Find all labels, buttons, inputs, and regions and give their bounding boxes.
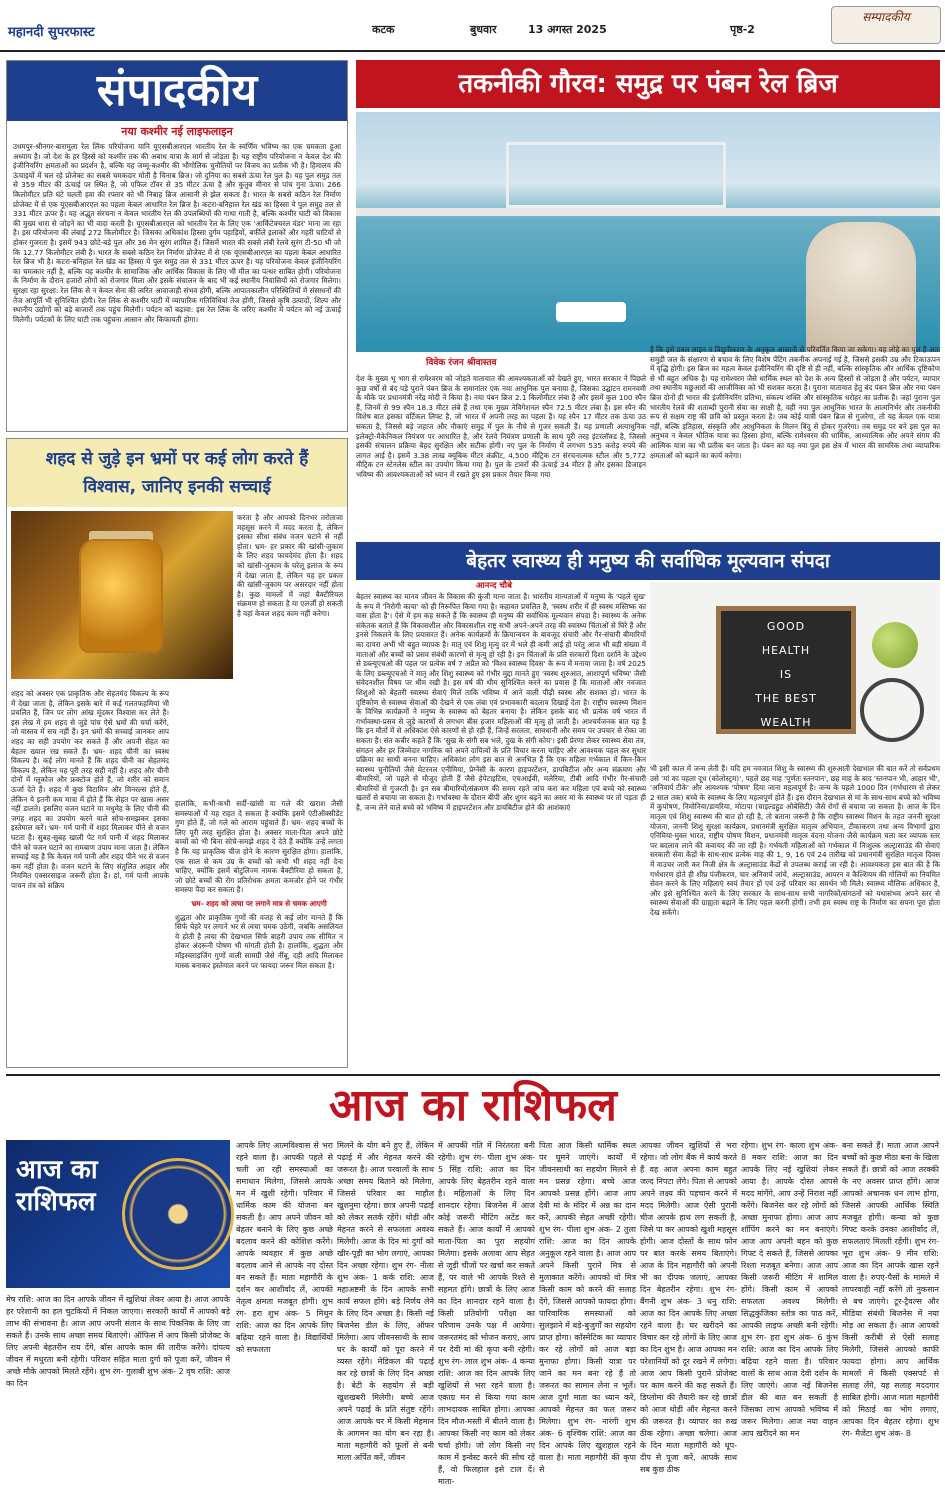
stethoscope-icon — [860, 678, 924, 742]
rashifal-column-4: में आपकी गति में निरंतरता बनी रहेगी। शुभ रंग- पीला शुभ अंक- 5 सिंह राशि: आज का दिन आपके लिए बेहतरीन रहने वाला है। महिलाओं के लिए दिन शानदार रहेगा। बिजनेस में आज कोई जरूरी मीटिंग अटेंड कर सकते हैं। आज कार्यों में आपको माता-पिता का पूरा सहयोग मिलेगा। इसके अलावा आप सेहत से जुड़ी चीजों पर खर्चा कर सकते हैं, पर वाले भी आपके रिश्ते से सहमत होंगे। छात्रों के लिए आज का दिन शानदार रहने वाला है। किसी प्रतियोगी परीक्षा का परिणाम उनके पक्ष में आयेगा। जरूरतमंद को भोजन कराएं, आप पर देवी मां की कृपा बनी रहेगी। शुभ रंग- लाल शुभ अंक- 4 कन्या राशि: आज का दिन आपके लिए खुशियों से भरा रहने वाला है। एकाग्र मन से किया गया काम लाभदायक साबित होगा। आपका दिन मौज-मस्ती में बीतने वाला है। आपका किसी नए काम को लेकर चर्चा होगी। जो लोग किसी नए काम में इन्वेस्ट करने की सोच रहे हैं, वो फिलहाल इसे टाल दें। माता- — [438, 1141, 535, 1486]
health-column-1: बेहतर स्वास्थ्य का मानव जीवन के विकास की कुंजी माना जाता है। भारतीय मान्यताओं में मनुष्य के 'पहले सुख' के रूप में 'निरोगी काया' को ही निरूपित किया गया है। कहावत प्रचलित है, 'स्वस्थ शरीर में ही स्वस्थ मस्तिष्क का वास होता है'। ऐसे में हम कह सकते हैं कि स्वास्थ्य ही मनुष्य की सर्वाधिक मूल्यवान संपदा है। स्वास्थ्य के अनेक संकेतक बताते हैं कि विकासशील और विकासशील राष्ट्र सभी अपने-अपने तरह की स्वास्थ्य चिंताओं से घिरे हैं और इनसे निकलने के लिए प्रयासरत हैं। अनेक कार्यक्रमों के क्रियान्वयन के बावजूद संचारी और गैर-संचारी बीमारियों का दायरा अभी भी बहुत व्यापक है। मातृ एवं शिशु मृत्यु दर में भले ही कमी आई हो परंतु आज भी बड़ी संख्या में माताओं और बच्चों को प्रसव संबंधी कारणों से मृत्यु हो रही है। इन चिंताओं के प्रति सरकारों दिशा दर्शाने के उद्देश्य से डब्ल्यूएचओ की पहल पर प्रत्येक वर्ष 7 अप्रैल को 'विश्व स्वास्थ्य दिवस' के रूप में मनाया जाता है। वर्ष 2025 के लिए डब्ल्यूएचओ ने मातृ और शिशु स्वास्थ्य को गंभीर मुद्दा मानते हुए 'स्वस्थ शुरुआत, आशापूर्ण भविष्य' जैसी संवेदनशील विषय पर थीम रखी है। इस वर्ष की थीम सुनिश्चित करने का प्रयास है कि माताओं और नवजात शिशुओं को बेहतरी स्वास्थ्य सेवाएं मिलें ताकि भविष्य में आने वाली पीढ़ी स्वस्थ और सशक्त हो। भारत के दृष्टिकोण से स्वास्थ्य सेवाओं की देखने से एक लंबा एवं प्रभावकारी बदलाव दिखाई देता है। राष्ट्रीय स्वास्थ्य मिशन के विभिन्न कार्यक्रमों ने मनुष्य के स्वास्थ्य को बेहतर बनाया है। लेकिन इसके बाद भी प्रत्येक वर्ष भारत में गर्भावस्था-प्रसव से जुड़े कारणों से लगभग बीस हजार महिलाओं की मृत्यु हो जाती है। आश्चर्यजनक बात यह है कि इन मौतों में से अधिकांश ऐसे कारणों से हो रही हैं, जिन्हें सरलता, सावधानी और समय पर उपचार से रोका जा सकता है। संत कबीर कहते हैं कि 'सुख के संगी सब भले, दुख के संगी कोय'। इसी प्रेरणा लेकर स्वास्थ्य सेवा तंत्र, संगठन और हर जिम्मेदार नागरिक को अपने दायित्वों के प्रति विचार करना चाहिए और आवश्यक पहल कर सुधार प्रक्रिया का साथी बनना चाहिए। अधिकांश लोग इस बात से अनभिज्ञ हैं कि एक महिला गर्भकाल में किन-किन स्वास्थ्य चुनौतियों जैसे मेटरनल एनीमिया, प्रेग्नेंसी के कारण हाइपरटेंशन, डायबिटीज और अन्य संक्रमण और बीमारियों, जो पहले से मौजूद होती हैं जैसे हेपेटाइटिस, एचआईवी, मलेरिया, टीबी आदि गंभीर गैर-संचारी बीमारियों से गुजरती है। इन सब बीमारियों/संक्रमण की समय रहते जांच करा कर महिला एवं बच्चे को स्वास्थ्य खतरों से बचाया जा सकता है। गर्भावस्था के दौरान बीपी और शुगर बढ़ने का असर मां के स्वास्थ्य पर तो पड़ता ही है, जन्म लेने वाले बच्चे को भविष्य में हाइपरटेंशन और डायबिटीज होने की आशंकाएं — [356, 592, 646, 813]
pamban-column-2: है कि इसे डबल लाइन व विद्युतीकरण के अनुकूल आसानी से परिवर्तित किया जा सकेगा। यह लोहे का पुल है अतः समुद्री जल के संक्षारण से बचाव के लिए विशेष पेंटिंग तकनीक अपनाई गई है, जिससे इसकी उम्र और टिकाऊपन में वृद्धि होगी। इस ब्रिज का महत्व केवल इंजीनियरिंग की दृष्टि से ही नहीं, बल्कि सांस्कृतिक और आर्थिक दृष्टिकोण से भी बहुत अधिक है। यह रामेश्वरम जैसे धार्मिक स्थल को देश के अन्य हिस्सों से जोड़ता है और पर्यटन, व्यापार तथा स्थानीय मछुआरों की आजीविका को भी सशक्त करता है। पुराना यातायात हेतु बंद पंबन ब्रिज और नया पंबन ब्रिज दोनों ही भारत की इंजीनियरिंग प्रतिभा, संकल्प शक्ति और सांस्कृतिक धरोहर का प्रतीक हैं। जहां पुराना पुल भारतीय रेलवे की शताब्दी पुरानी सेवा का साक्षी है, वहीं नया पुल आधुनिक भारत के आत्मनिर्भर और तकनीकी रूप से सक्षम राष्ट्र की छवि को प्रस्तुत करता है। जब कोई यात्री पंबन ब्रिज से गुजरेगा, तो यह केवल एक यात्रा नहीं, बल्कि इतिहास, संस्कृति और आधुनिकता के मिलन बिंदु से होकर गुजरेगा। तब समुद्र पर बने इस पुल का अनुभव न केवल भौतिक यात्रा का हिस्सा होगा, बल्कि रामेश्वरम की धार्मिक, आध्यात्मिक और अपने संगम की आत्मिक यात्रा का भी प्रतीक बन जाता है। पंबन का यह नया पुल इस क्षेत्र में भारत की सामरिक तथा व्यापारिक क्षमताओं को बढ़ाने का कार्य करेगा। — [650, 345, 940, 460]
honey-heading-line2: विश्वास, जानिए इनकी सच्चाई — [83, 477, 271, 497]
editorial-subheading: नया कश्मीर नई लाइफलाइन — [121, 125, 233, 138]
letter-board — [716, 606, 856, 734]
day: बुधवार — [470, 23, 497, 36]
honey-column-1: शहद को अक्सर एक प्राकृतिक और सेहतमंद विकल्प के रूप में देखा जाता है, लेकिन इसके बारे में कई गलतफहमियां भी प्रचलित हैं, जिन पर लोग आंख मूंदकर विश्वास कर लेते हैं। इस लेख में हम शहद से जुड़े पांच ऐसे भ्रमों की चर्चा करेंगे, जो वास्तव में सच नहीं हैं। इन भ्रमों की सच्चाई जानकर आप शहद का सही उपयोग कर सकते हैं और अपनी सेहत का बेहतर ख्याल रख सकते हैं। भ्रम- शहद चीनी का स्वस्थ विकल्प है। कई लोग मानते हैं कि शहद चीनी का सेहतमंद विकल्प है, लेकिन यह पूरी तरह सही नहीं है। शहद और चीनी दोनों में ग्लूकोज और फ्रक्टोज होते हैं, जो शरीर को समान ऊर्जा देते हैं। शहद में कुछ विटामिन और मिनरल्स होते हैं, लेकिन ये इतनी कम मात्रा में होते हैं कि सेहत पर खास असर नहीं डालते। इसलिए वजन घटाने या मधुमेह के लिए चीनी की जगह शहद का उपयोग करने वाले सोच-समझकर इसका इस्तेमाल करें। भ्रम- गर्म पानी में शहद मिलाकर पीने से वजन घटता है। सुबह-सुबह खाली पेट गर्म पानी में शहद मिलाकर पीने को वजन घटाने का रामबाण उपाय माना जाता है। लेकिन सच्चाई यह है कि केवल गर्म पानी और शहद पीने भर से वजन कम नहीं होता है। वजन घटाने के लिए संतुलित आहार और नियमित एक्सरसाइज जरूरी होता है। हां, गर्म पानी आपके पाचन तंत्र को सक्रिय — [11, 689, 169, 890]
honey-subhead: भ्रम- शहद को त्वचा पर लगाने मात्र से चमक आएगी — [191, 898, 327, 908]
honey-column-2 — [175, 799, 343, 1061]
health-column-2: भी इसी काल में जन्म लेती हैं। यदि हम नवजात शिशु के स्वास्थ्य की शुरुआती देखभाल की बात करें तो सर्वप्रथम उसे 'मां का पहला दूध (कोलोस्ट्रम)', पहले छह माह 'पूर्णतः स्तनपान', छह माह के बाद 'स्तनपान भी, आहार भी', 'अनिवार्य टीके' और आवश्यक 'पोषण' दिया जाना महत्वपूर्ण है। जन्म के पहले 1000 दिन (गर्भधारण से लेकर 2 साल तक) बच्चे के स्वास्थ्य के लिए महत्वपूर्ण होते हैं। इस दौरान देखभाल से मां के साथ-साथ बच्चे को भविष्य में कुपोषण, निमोनिया/डायरिया, मोटापा (चाइल्डहुड ओबेसिटी) जैसे रोगों से बचाया जा सकता है। आज के दिन मातृत्व एवं शिशु स्वास्थ्य की बात हो रही है, तो बताना जरूरी है कि राष्ट्रीय स्वास्थ्य मिशन के तहत जननी सुरक्षा योजना, जननी शिशु सुरक्षा कार्यक्रम, प्रधानमंत्री सुरक्षित मातृत्व अभियान, टीकाकरण तथा अन्य विभागों द्वारा एनिमिया-मुक्त भारत, राष्ट्रीय पोषण मिशन, प्रधानमंत्री मातृत्व वंदना योजना जैसे कार्यक्रम चला कर व्यापक स्तर पर बदलाव लाने की कवायद की जा रही है। गर्भवती महिलाओं को गर्भकाल में निःशुल्क अल्ट्रासाउंड की सेवाएं सरकारी सेवा केंद्रों के साथ-साथ प्रत्येक माह की 1, 9, 16 एवं 24 तारीख को प्रधानमंत्री सुरक्षित मातृत्व दिवस में वाउचर जारी कर निजी क्षेत्र के अल्ट्रासाउंड केंद्रों से उपलब्ध कराई जा रही है। आवश्यकता इस बात की है कि गर्भधारण होते ही शीघ्र पंजीकरण, चार अनिवार्य जांचें, अल्ट्रासाउंड, आयरन व कैल्शियम की गोलियों का नियमित सेवन करने के लिए महिलाएं स्वयं तैयार हों एवं उन्हें परिवार का समर्थन भी मिले। स्वास्थ्य मौलिक अधिकार है, और इसे सुनिश्चित करने के लिए सरकार के साथ-साथ सभी नागरिकों/संगठनों को यथासंभव अपने स्तर से स्वास्थ्य सेवाओं की ग्राह्यता बढ़ाने के लिए पहल करनी होगी। तभी हम स्वस्थ राष्ट्र के निर्माण का सपना पूरा होता देख सकेंगे। — [650, 764, 940, 917]
rashifal-column-1: मेष राशि: आज का दिन आपके जीवन में खुशियां लेकर आया है। आज आपके हर परेशानी का हल चुटकियों में निकल जाएगा। सरकारी कार्यों में आपको बड़े लाभ की संभावना है। आज आप अपनी संतान के साथ पिकनिक के लिए जा सकते हैं। उनके साथ अच्छा समय बिताएंगे। ऑफिस में आप किसी प्रोजेक्ट के लिए अपनी बेहतरीन राय देंगे, बॉस आपके काम की तारीफ करेंगे। दांपत्य जीवन में मधुरता बनी रहेगी। परिवार सहित माता दुर्गा को पूजा करें, जीवन में अच्छे मौके आपको मिलते रहेंगे। शुभ रंग- गुलाबी शुभ अंक- 2 वृष राशि: आज का दिन — [6, 1295, 230, 1388]
date: 13 अगस्त 2025 — [528, 23, 607, 36]
rashifal-column-5: पिता आज किसी धार्मिक स्थल पर घूमने जाएंगे। कार्यों में जीवनसाथी का सहयोग मिलने से मन प्रसन्न रहेगा। बच्चे आज आपको प्रसन्न होंगे। आज आप देवी मां के मंदिर में अन्न का दान करें, आपकी सेहत अच्छी रहेगी। शुभ रंग- पीला शुभ अंक- 2 तुला राशि: आज का दिन आपके अनुकूल रहने वाला है। आज आप अपने किसी पुराने मित्र से मुलाकात करेंगे। आपको वो मित्र किसी काम को करने की सलाह देंगे, जिससे आपको फायदा होगा। पारिवारिक समस्याओं को सुलझाने में बड़े-बुजुर्गों का सहयोग प्राप्त होगा। कॉस्मेटिक का व्यापार कर रहे लोगों को आज बड़ा मुनाफा होगा। किसी यात्रा पर जाने का मन बना रहे हैं तो जरूरत का सामान लेना न भूलें। आज दुर्गा माता का ध्यान करें, आपको मेहनत का फल जरूर मिलेगा। शुभ रंग- नारंगी शुभ अंक- 6 वृश्चिक राशि: आज का दिन आपके लिए खुशहाल रहने वाला है। माता महागौरी की कृपा से — [539, 1141, 636, 1474]
paper-name: महानदी सुपरफास्ट — [8, 25, 95, 40]
honey-column-2-text: हालांकि, कभी-कभी सर्दी-खांसी या गले की खराश जैसी समस्याओं में यह राहत दे सकता है क्योंकि इसमें एंटीऑक्सीडेंट गुण होते हैं, जो गले को आराम पहुंचाते हैं। भ्रम- शहद बच्चों के लिए पूरी तरह सुरक्षित होता है। अक्सर माता-पिता अपने छोटे बच्चों को भी बिना सोचे-समझे शहद दे देते हैं क्योंकि उन्हें लगता है कि यह प्राकृतिक चीज होने के कारण सुरक्षित होगा। हालांकि, एक साल से कम उम्र के बच्चों को कभी भी शहद नहीं देना चाहिए, क्योंकि इसमें बोटुलिज्म नामक बैक्टीरिया हो सकता है, जो छोटे बच्चों की रोग प्रतिरोधक क्षमता कमजोर होने पर गंभीर समस्या पैदा कर सकता है। — [175, 799, 343, 895]
board-line: IS — [779, 668, 793, 681]
masthead — [0, 0, 945, 52]
rashifal-badge — [6, 1140, 230, 1288]
health-board-photo — [650, 582, 940, 762]
board-line: HEALTH — [761, 644, 811, 657]
badge-line: आज का — [16, 1155, 98, 1185]
rashifal-column-2: आपके लिए आत्मविश्वास से भरा रहने वाला है। आपकी पहले से चली आ रही समस्याओं का समाधान मिलेगा, जिससे आपके मन में खुशी रहेगी। परिवार में धार्मिक काम की योजना बन सकती है। आप अपने जीवन को बेहतर बनाने के लिए कुछ अच्छे बदलाव करने की कोशिश करेंगे। आपके व्यवहार में कुछ अच्छे बदलाव आने से आपके नए दोस्त बन सकते हैं। माता महागौरी के दर्शन कर आशीर्वाद लें, आपकी नेतृत्व क्षमता मजबूत होगी। शुभ रंग- हरा शुभ अंक- 5 मिथुन राशि: आज का दिन आपके लिए बढ़िया रहने वाला है। विद्यार्थियों को सफलता — [236, 1141, 333, 1354]
honey-heading — [7, 439, 347, 507]
honey-column-2-tail: शुद्धता और प्राकृतिक गुणों की वजह से कई लोग मानते हैं कि सिर्फ चेहरे पर लगाने भर से त्वचा चमक उठेगी, जबकि असलियत ये होती है त्वचा की देखभाल सिर्फ बाहरी उपाय तक सीमित न होकर अंदरूनी पोषण भी मांगती होती है। हालांकि, शुद्धता और मॉइस्चराइजिंग गुणों वाली सामग्री जैसे नींबू, दही आदि मिलाकर मास्क बनाकर इस्तेमाल करने पर फायदा जरूर मिल सकता है। — [175, 912, 343, 970]
editorial-body: उधमपुर-श्रीनगर-बारामुला रेल लिंक परियोजना यानि यूएसबीआरएल भारतीय रेल के स्वर्णिम भविष्य का एक चमकता हुआ अध्याय है। जो देश के हर हिस्से को कश्मीर तक की अबाध यात्रा के मार्ग से जोड़ता है। यह राष्ट्रीय परियोजना न केवल देश की इंजीनियरिंग क्षमताओं का प्रदर्शन है, बल्कि यह जम्मू-कश्मीर की भौगोलिक चुनौतियों पर विजय का प्रतीक भी है। हिमालय की ऊंचाइयों में चल रहे प्रोजेक्ट का सबसे चमकदार मोती है चिनाब ब्रिज। जो दुनिया का सबसे ऊंचा रेल पुल है। यह पुल समुद्र तल से 359 मीटर की ऊंचाई पर स्थित है, जो एफिल टॉवर से 35 मीटर ऊंचा है और कुतुब मीनार से पांच गुना ऊंचा। 266 किलोमीटर प्रति घंटे चलती हवा की रफ्तार को भी निबाह ब्रिज आसानी से झेल सकता है। भारत के सबसे कठिन रेल निर्माण प्रोजेक्ट में से एक यूएसबीआरएल का पहला केबल आधारित रेल ब्रिज है। कटरा-बनिहाल रेल खंड का हिस्सा ये पुल समुद्र तल से 331 मीटर ऊपर है। यह अद्भुत संरचना न केवल भारतीय रेल की उपलब्धियों की गाथा गाती है, बल्कि कश्मीर घाटी को विकास की मुख्य धारा से जोड़ने का भी वादा करती है। यूएसबीआरएल को भारतीय रेल के लिए एक 'आर्किटेक्चरल वंडर' माना जा रहा है। इस परियोजना की लंबाई 272 किलोमीटर है। जिसका अधिकांश हिस्सा दुर्गम पहाड़ियों, बर्फीले इलाकों और गहरी घाटियों से होकर गुजरता है। इसमें 943 छोटे-बड़े पुल और 36 मेन सुरंग शामिल हैं। जिसमें भारत की सबसे लंबी रेलवे सुरंग टी-50 भी जो कि 12.77 किलोमीटर लंबी है। भारत के सबसे कठिन रेल निर्माण प्रोजेक्ट में से एक यूएसबीआरएल का पहला केबल आधारित रेल ब्रिज भी है। कटरा-बनिहाल रेल खंड का हिस्सा ये पुल समुद्र तल से 331 मीटर ऊपर है। यह परियोजना केवल इंजीनियरिंग का चमत्कार नहीं है, बल्कि यह कश्मीर के सामाजिक और आर्थिक विकास के लिए भी मील का पत्थर साबित होगी। परियोजना के निर्माण के दौरान हजारों लोगों को रोजगार मिला और इसके संचालन के बाद भी कई स्थानीय निवासियों को रोजगार मिलेगा। सुरक्षा रहा सुरक्षा: रेल लिंक से न केवल सेना की त्वरित आवाजाही संभव होगी, बल्कि आपातकालीन परिस्थितियों में संसाधनों की तेज आपूर्ति भी सुनिश्चित होगी। रेल लिंक से कश्मीर घाटी में व्यापारिक गतिविधियां तेज होंगी, जिससे कृषि उत्पादों, शिल्प और स्थानीय उद्योगों को बड़े बाजारों तक पहुंच मिलेगी। पर्यटन को बढ़ावा: इस रेल लिंक के जरिए कश्मीर में पर्यटन को नई ऊंचाई मिलेगी। पर्यटकों के लिए घाटी तक पहुंचना आसान और किफायती होगा। — [13, 142, 341, 324]
honey-heading-line1: शहद से जुड़े इन भ्रमों पर कई लोग करते हैं — [45, 449, 309, 469]
board-line: WEALTH — [760, 716, 812, 729]
pamban-column-1: देश के मुख्य भू भाग से रामेश्वरम को जोड़ते यातायात की आवश्यकताओं को देखते हुए, भारत सरकार ने पिछले कुछ वर्षों से बंद पड़े पुराने पंबन ब्रिज के समानांतर एक नया आधुनिक पुल बनाया है, जिसका उद्घाटन रामनवमी के मौके पर प्रधानमंत्री नरेंद्र मोदी ने किया है। नया पंबन ब्रिज 2.1 किलोमीटर लंबा है और इसमें कुल 100 स्पैन हैं, जिनमें से 99 स्पैन 18.3 मीटर लंबे हैं तथा एक मुख्य नेविगेशनल स्पैन 72.5 मीटर लंबा है। इस स्पैन की विशेष बात इसका वर्टिकल लिफ्ट है, जो भारत में अपनी तरह का पहला है। यह स्पैन 17 मीटर तक ऊंचा उठ सकता है, जिससे बड़े जहाज और नौकाएं समुद्र में पुल के नीचे से गुजर सकती हैं। यह प्रणाली अत्याधुनिक इलेक्ट्रो-मैकेनिकल नियंत्रण पर आधारित है, और रेलवे नियंत्रण प्रणाली के साथ पूरी तरह इंटरलॉक्ड है, जिससे इसकी संचालन प्रक्रिया बेहद सुरक्षित और सटीक होगी। नए पुल के निर्माण में लगभग 535 करोड़ रुपये की लागत आई है। इसमें 3.38 लाख क्यूबिक मीटर कंक्रीट, 4,500 मीट्रिक टन संरचनात्मक स्टील और 5,772 मीट्रिक टन स्टेनलेस स्टील का उपयोग किया गया है। पुल के टावरों की ऊंचाई 34 मीटर है और इसका डिजाइन भविष्य की आवश्यकताओं को ध्यान में रखते हुए इस प्रकार तैयार किया गया — [356, 374, 646, 479]
rashifal-heading: आज का राशिफल — [6, 1074, 940, 1134]
editorial-heading: संपादकीय — [7, 61, 347, 121]
board-line: THE BEST — [755, 692, 817, 705]
city: कटक — [372, 23, 395, 36]
rashifal-column-8: बना सकते हैं। माता आज आपने बच्चों को कुछ मीठा बना के खिला सकते हैं। छात्रों को आज तरक्की के नए अवसर प्राप्त होंगे। आज आपको अचानक धन लाभ होगा, जिससे आपकी आर्थिक स्थिति मजबूत होगी। कन्या को कुछ गिफ्ट करके उनका आशीर्वाद लें, सफलताएं मिलती रहेंगी। शुभ रंग- भूरा शुभ अंक- 9 मीन राशि: आज का दिन आपके खास रहने वाला है। रुपए-पैसों के मामले में लापरवाही नहीं करेंगे तो नुकसान से बच जाएंगे। टूर-ट्रैवल्स और मीडिया संबंधी बिजनेस में नया मोड़ आ सकता है। आज आपको किसी करीबी से ऐसी सलाह मिलेगी, जिससे आपको काफी फायदा होगा। आप आर्थिक मामलों में किसी एक्सपर्ट से सलाह लेंगे, यह सलाह मददगार साबित होगी। आज माता महागौरी को मिठाई का भोग लगाएं, आपका दिन बेहतर रहेगा। शुभ रंग- मैजेंटा शुभ अंक- 8 — [842, 1141, 939, 1438]
badge-line: राशिफल — [16, 1187, 96, 1217]
honey-article — [6, 438, 348, 1068]
health-byline: आनन्द चौबे — [476, 581, 512, 591]
rashifal-column-3: मिलने के योग बने हुए हैं, लेकिन पढ़ाई में और मेहनत करने की जरूरत है। आज परवालों के साथ अच्छा समय बिताने को मिलेगा, जिससे परिवार का माहौल खुशनुमा रहेगा। छात्र अपनी पढ़ाई को लेकर सतर्क रहेंगे। थोड़ी और मेहनत करने से सफलता अवश्य मिलेगी। आज के दिन मां दुर्गा को खीर-पूड़ी का भोग लगाएं, आपका दिन अच्छा रहेगा। शुभ रंग- नीला शुभ अंक- 1 कर्क राशि: आज महाअष्टमी के दिन आपके सभी कार्य सफल होंगे। बड़े निर्णय लेने के लिए दिन अच्छा है। किसी नई बिजनेस डील के लिए, ऑफर मिलेगा। आप जीवनसाथी के साथ घर के कार्यों को पूरा करने में व्यस्त रहेंगे। मेडिकल की पढ़ाई कर रहे छात्रों के लिए दिन अच्छा है। बेटी के सहयोग से बड़ी खुशखबरी मिलेगी। बच्चे आज अपने पढ़ाई के प्रति संतुष्ट रहेंगे। आज आपके घर में किसी मेहमान के आगमन का योग बन रहा है। माता महागौरी को फूलों से बनी माला अर्पित करें, जीवन — [337, 1141, 434, 1462]
health-heading: बेहतर स्वास्थ्य ही मनुष्य की सर्वाधिक मूल्यवान संपदा — [356, 542, 940, 580]
rashifal-column-7: रहेगा। शुभ रंग- काला शुभ अंक- 8 मकर राशि: आज का दिन आपके लिए नई खुशियां लेकर आया है। आपके दोस्त आपसे मदद मांगेंगे, आप उन्हें निराश नहीं करेंगे। बिजनेस कर रहे लोगों को अच्छा मुनाफा होगा। आज आप शॉपिंग करने का मन बनाएंगे। आज आप अपनी बहन को कुछ गिफ्ट दे सकते हैं, जिससे आपका रिश्ता मजबूत बनेगा। आज आप किसी जरूरी मीटिंग में शामिल होंगे। किसी काम में आपको सफलता अवश्य मिलेगी। सिद्धकुंजिका स्तोत्र का पाठ करें, आपकी लाइफ अच्छी बनी रहेगी। शुभ रंग- हरा शुभ अंक- 6 कुंभ राशि: आज का दिन आपके लिए बढ़िया रहने वाला है। परिवार वालों के साथ आज देवी दर्शन के लिए जाएंगे। आज नई बिजनेस डील की बात बन सकती है जिसका लाभ आपको भविष्य में जरूर मिलेगा। आज नया वाहन आप खरीदने का मन — [741, 1141, 838, 1438]
pamban-bridge-photo — [356, 112, 940, 352]
honey-jar-photo — [11, 511, 233, 679]
page-number: पृष्ठ-2 — [730, 23, 755, 36]
editorial-box — [6, 60, 348, 432]
board-line: GOOD — [766, 620, 806, 633]
pamban-heading: तकनीकी गौरव: समुद्र पर पंबन रेल ब्रिज — [356, 60, 940, 108]
honey-right-column: करता है और आपको दिनभर तरोताजा महसूस करने में मदद करता है, लेकिन इसका सीधा संबंध वजन घटाने से नहीं होता। भ्रम- हर प्रकार की खांसी-जुकाम के लिए शहद फायदेमंद होता है। शहद को खांसी-जुकाम के घरेलू इलाज के रूप में देखा जाता है, लेकिन यह हर प्रकार की खांसी-जुकाम पर असरदार नहीं होता है। कुछ मामलों में जहां बैक्टीरियल संक्रमण हो सकता है या एलर्जी हो सकती है वहां केवल शहद काम नहीं करेगा। — [237, 513, 343, 618]
pamban-byline: विवेक रंजन श्रीवास्तव — [426, 358, 497, 368]
apple-icon — [872, 622, 918, 668]
zodiac-wheel-icon — [122, 1158, 234, 1270]
section-logo: सम्पादकीय — [831, 6, 941, 44]
rashifal-column-6: आपका जीवन खुशियों से भरा रहेगा। जो लोग बैंक में कार्य करते हैं वह आज अपना काम बहुत जल्द निपटा लेंगे। पिता से आपको अपने लक्ष्य की पहचान करने में मदद मिलेगी। आज ऐसी पुरानी चीज आपके हाथ लग सकती है, जिसे पा कर आपको खुशी महसूस होगी। आज दोस्तों के साथ फोन पर बात करके समय बिताएंगे। आज के दिन महागौरी को अपनी भी का दीपक जलाएं, आपका दिन बेहतरीन रहेगा। शुभ रंग- बैंगनी शुभ अंक- 3 धनु राशि: आज का दिन आपके लिए अच्छा रहने वाला है। घर खरीदने का विचार कर रहे लोगों के लिए आज का दिन शुभ है। आज आपका मन परेशानियों को दूर रखने में लगेगा। आज आप किसी पुराने प्रोजेक्ट पर काम करने की कह सकते हैं। डिप्लोमा की तैयारी कर रहे छात्रों को आज थोड़ी और मेहनत करने की जरूरत है। व्यापार का रुख ठीक रहेगा। अच्छा चलेगा। आज के दिन माता महागौरी को धूप-दीप से पूजा करें, आपके साथ सब कुछ ठीक — [640, 1141, 738, 1474]
